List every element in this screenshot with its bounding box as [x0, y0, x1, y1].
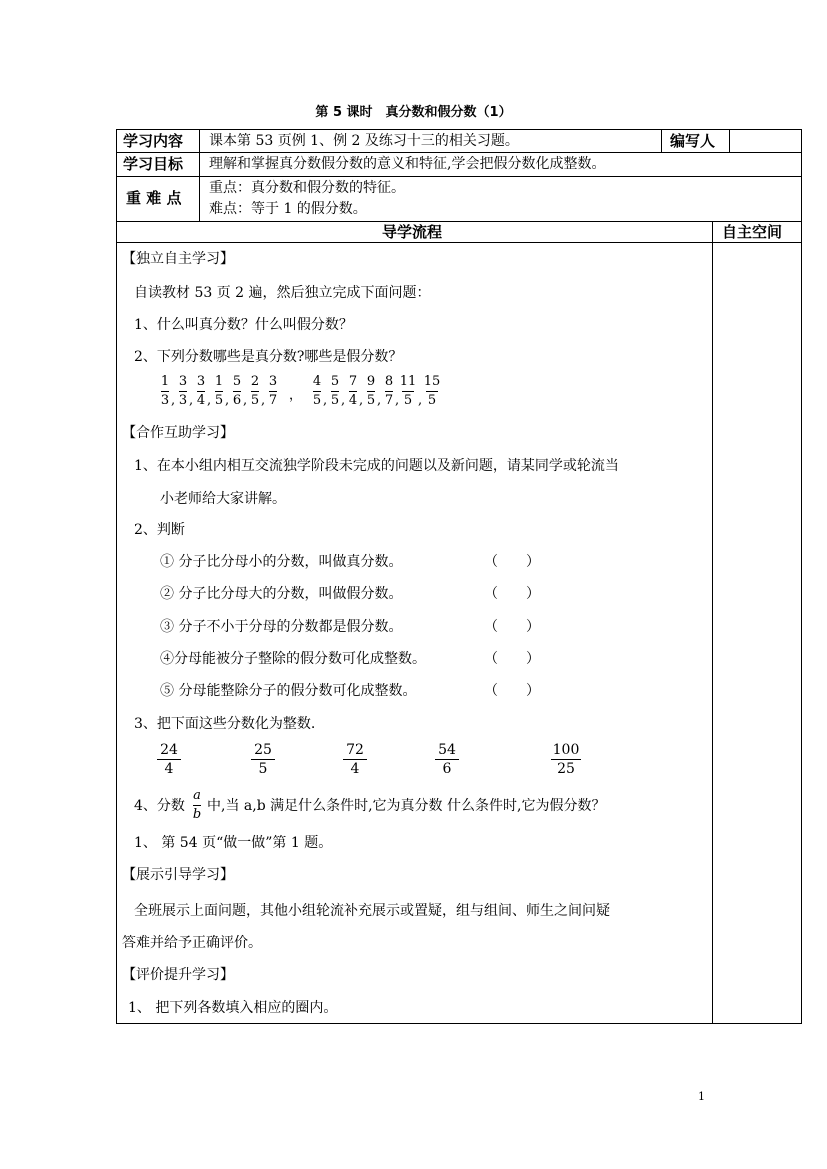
fraction: 7 4 — [348, 374, 358, 408]
judgment-3: ③ 分子不小于分母的分数都是假分数。 — [160, 619, 403, 635]
fraction: 3 4 — [196, 374, 206, 408]
item-1-line-2: 小老师给大家讲解。 — [160, 491, 286, 507]
section1-intro: 自读教材 53 页 2 遍，然后独立完成下面问题： — [134, 285, 431, 301]
section1-heading: 【独立自主学习】 — [122, 251, 234, 267]
page-title: 第 5 课时 真分数和假分数（1） — [315, 105, 512, 120]
judgment-paren[interactable]: （ ） — [484, 586, 540, 602]
fraction: 11 5 — [399, 374, 417, 408]
judgment-4: ④分母能被分子整除的假分数可化成整数。 — [160, 651, 426, 667]
item-2: 2、判断 — [134, 522, 185, 538]
section3-heading: 【展示引导学习】 — [122, 867, 234, 883]
author-label: 编写人 — [670, 132, 716, 150]
flow-label: 导学流程 — [382, 223, 443, 241]
fraction: 9 5 — [366, 374, 376, 408]
judgment-paren[interactable]: （ ） — [484, 683, 540, 699]
section2-heading: 【合作互助学习】 — [122, 425, 234, 441]
fraction: 3 3 — [178, 374, 188, 408]
group-separator: ， — [289, 388, 303, 403]
fraction: 4 5 — [312, 374, 322, 408]
fraction: 8 7 — [384, 374, 394, 408]
ab-fraction: a b — [192, 788, 202, 822]
page-number: 1 — [698, 1090, 705, 1103]
fraction: 15 5 — [423, 374, 441, 408]
fraction: 5 6 — [232, 374, 242, 408]
difficult-point: 难点：等于 1 的假分数。 — [209, 201, 367, 217]
fraction: 3 7 — [268, 374, 278, 408]
convert-fraction: 24 4 — [154, 742, 184, 777]
convert-fraction: 25 5 — [248, 742, 278, 777]
item-4-prefix: 4、分数 — [134, 798, 185, 814]
item-4-suffix: 中,当 a,b 满足什么条件时,它为真分数 什么条件时,它为假分数？ — [207, 798, 606, 814]
item-1-line-1: 1、在本小组内相互交流独学阶段未完成的问题以及新问题，请某同学或轮流当 — [134, 458, 619, 474]
section4-item-1: 1、 把下列各数填入相应的圈内。 — [128, 1000, 338, 1016]
convert-fraction: 54 6 — [432, 742, 462, 777]
space-label: 自主空间 — [722, 223, 783, 241]
goal-label: 学习目标 — [123, 155, 184, 173]
fraction: 2 5 — [250, 374, 260, 408]
key-point: 重点：真分数和假分数的特征。 — [209, 180, 405, 196]
judgment-1: ① 分子比分母小的分数，叫做真分数。 — [160, 554, 403, 570]
goal-value: 理解和掌握真分数假分数的意义和特征,学会把假分数化成整数。 — [209, 156, 606, 172]
fraction: 5 5 — [330, 374, 340, 408]
item-5: 1、 第 54 页“做一做”第 1 题。 — [134, 835, 333, 851]
question-1: 1、什么叫真分数？什么叫假分数？ — [134, 317, 353, 333]
item-3: 3、把下面这些分数化为整数. — [134, 716, 316, 732]
key-label: 重 难 点 — [126, 189, 182, 207]
judgment-paren[interactable]: （ ） — [484, 619, 540, 635]
fraction: 1 5 — [214, 374, 224, 408]
convert-fraction: 100 25 — [552, 742, 580, 777]
fraction: 1 3 — [160, 374, 170, 408]
convert-fraction: 72 4 — [340, 742, 370, 777]
content-label: 学习内容 — [123, 132, 184, 150]
judgment-paren[interactable]: （ ） — [484, 651, 540, 667]
section3-line-2: 答难并给予正确评价。 — [122, 935, 262, 951]
section4-heading: 【评价提升学习】 — [122, 967, 234, 983]
question-2: 2、下列分数哪些是真分数?哪些是假分数？ — [134, 349, 403, 365]
content-value: 课本第 53 页例 1、例 2 及练习十三的相关习题。 — [209, 133, 519, 149]
judgment-5: ⑤ 分母能整除分子的假分数可化成整数。 — [160, 683, 417, 699]
judgment-2: ② 分子比分母大的分数，叫做假分数。 — [160, 586, 403, 602]
judgment-paren[interactable]: （ ） — [484, 554, 540, 570]
section3-line-1: 全班展示上面问题，其他小组轮流补充展示或置疑，组与组间、师生之间问疑 — [134, 903, 610, 919]
